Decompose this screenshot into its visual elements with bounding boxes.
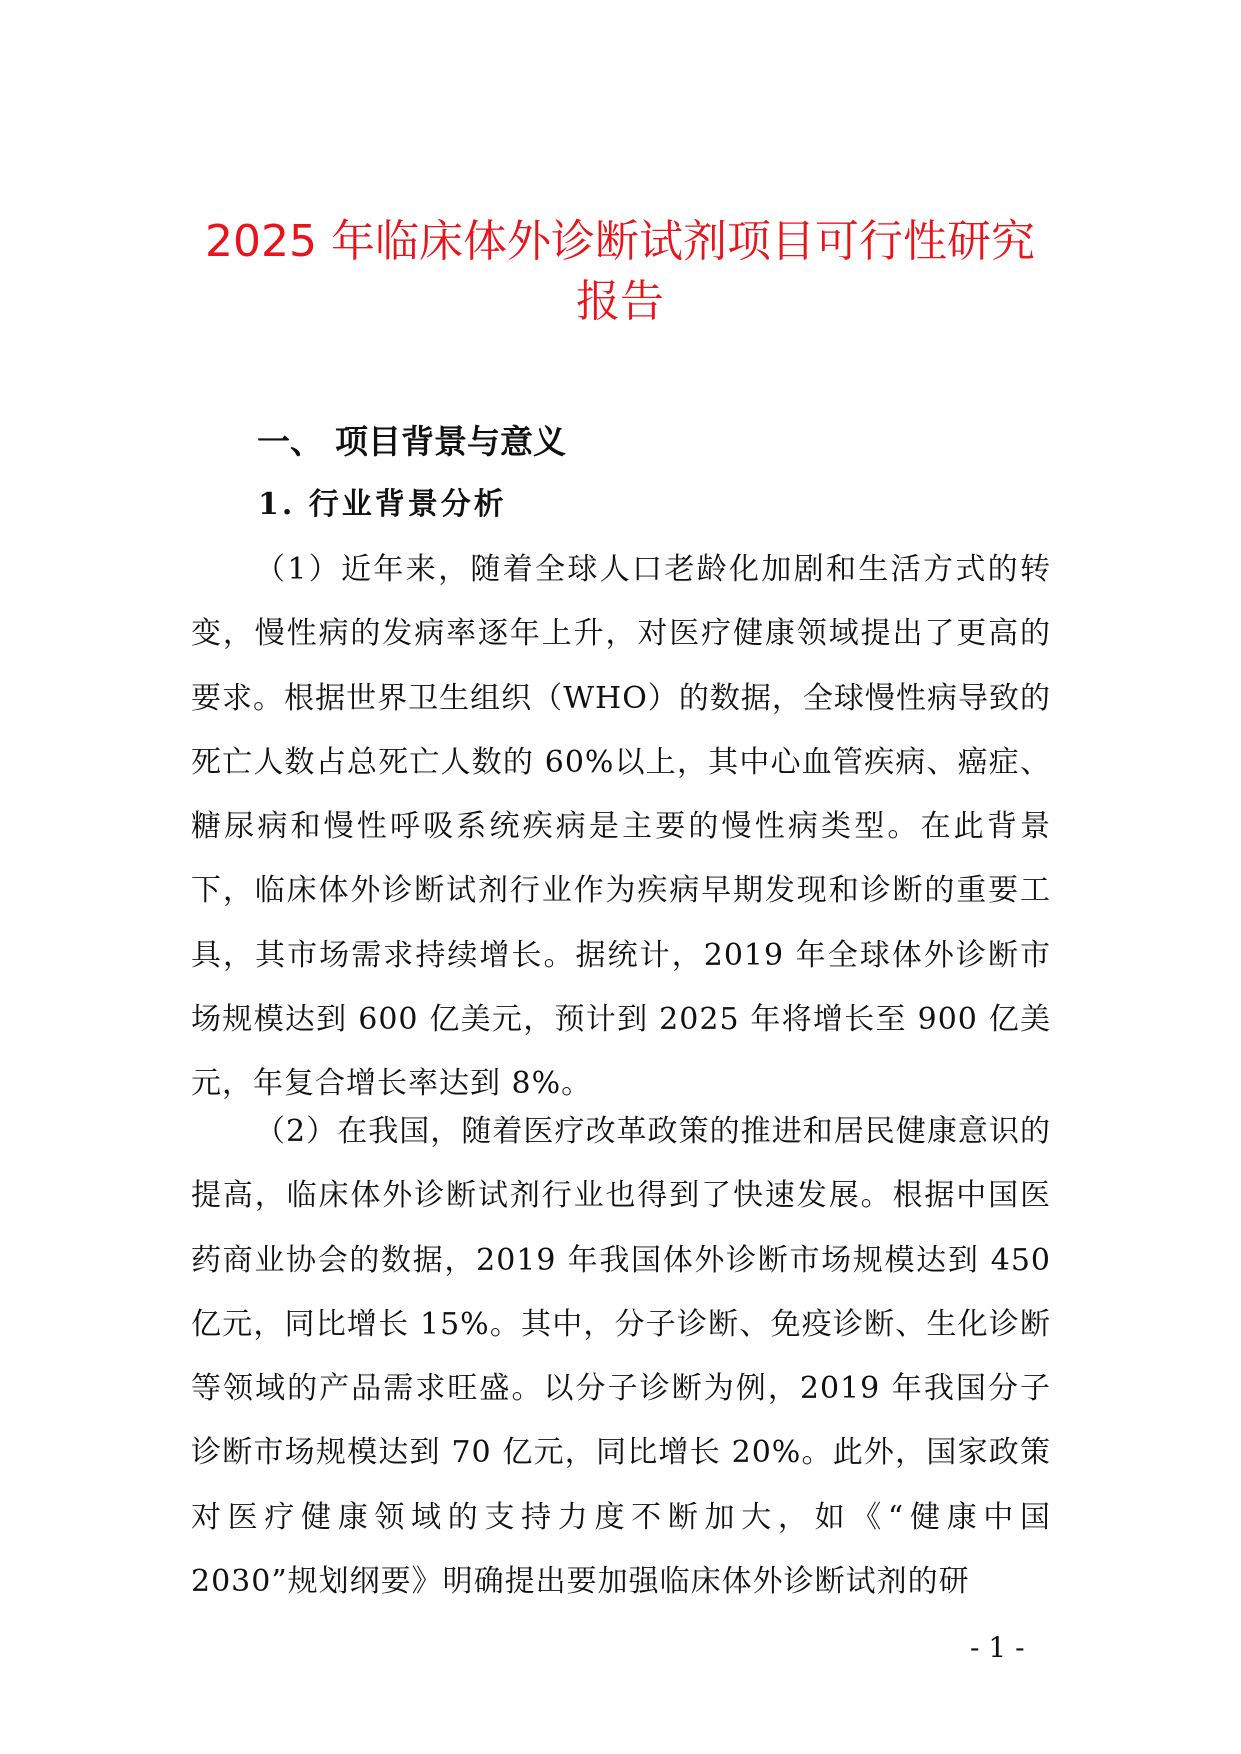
body-paragraph-2: （2）在我国，随着医疗改革政策的推进和居民健康意识的提高，临床体外诊断试剂行业也得到了快速发展。根据中国医药商业协会的数据，2019 年我国体外诊断市场规模达到 450 亿元，同比增长 15%。其中，分子诊断、免疫诊断、生化诊断等领域的产品需求旺盛。以分子诊断为例，2019 年我国分子诊断市场规模达到 70 亿元，同比增长 20%。此外，国家政策对医疗健康领域的支持力度不断加大，如《“健康中国 2030”规划纲要》明确提出要加强临床体外诊断试剂的研 (191, 1114, 1051, 1600)
body-paragraph-1: （1）近年来，随着全球人口老龄化加剧和生活方式的转变，慢性病的发病率逐年上升，对医疗健康领域提出了更高的要求。根据世界卫生组织（WHO）的数据，全球慢性病导致的死亡人数占总死亡人数的 60%以上，其中心血管疾病、癌症、糖尿病和慢性呼吸系统疾病是主要的慢性病类型。在此背景下，临床体外诊断试剂行业作为疾病早期发现和诊断的重要工具，其市场需求持续增长。据统计，2019 年全球体外诊断市场规模达到 600 亿美元，预计到 2025 年将增长至 900 亿美元，年复合增长率达到 8%。 (191, 552, 1051, 1102)
subsection-heading: 1. 行业背景分析 (258, 487, 507, 522)
section-heading (257, 420, 566, 464)
section-number: 一、 (257, 422, 323, 461)
title-line-1: 2025 年临床体外诊断试剂项目可行性研究 (205, 216, 1035, 267)
title-line-2: 报告 (576, 276, 664, 327)
section-title: 项目背景与意义 (335, 422, 566, 461)
page-number: - 1 - (970, 1631, 1025, 1664)
document-title (150, 212, 1090, 332)
